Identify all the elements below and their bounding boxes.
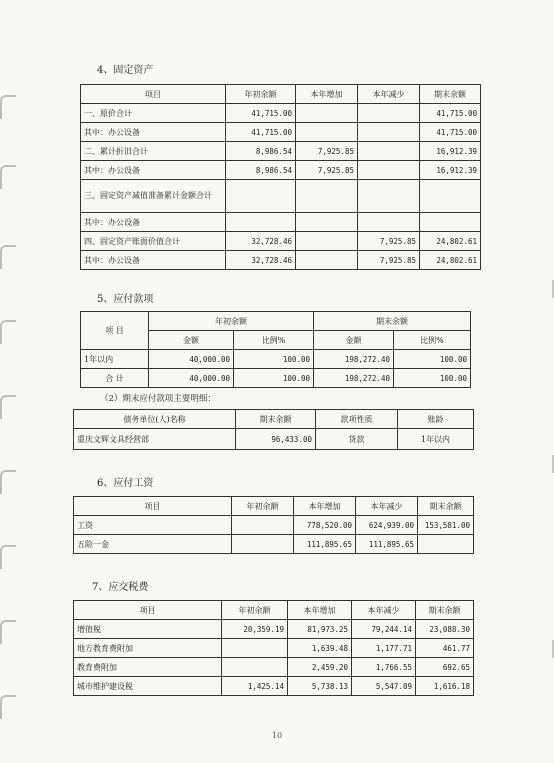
- column-header: 期末余额: [416, 601, 474, 620]
- row-label: 其中：办公设备: [81, 213, 226, 232]
- row-label: 1年以内: [81, 350, 149, 369]
- table-row: [81, 350, 471, 369]
- column-header: 年初余额: [222, 601, 288, 620]
- column-header: 期末余额: [418, 497, 474, 516]
- row-label: 城市维护建设税: [74, 677, 222, 696]
- row-label: 三、固定资产减值准备累计金额合计: [81, 180, 226, 213]
- cell-end: 41,715.00: [420, 104, 481, 123]
- cell-end: 24,802.61: [420, 251, 481, 270]
- table-row: [81, 104, 481, 123]
- payables-detail-note: （2）期末应付款项主要明细：: [100, 394, 216, 404]
- cell-begin: [232, 535, 294, 554]
- column-header: 本年增加: [288, 601, 352, 620]
- cell-increase: [296, 251, 358, 270]
- row-label: 合 计: [81, 369, 149, 388]
- cell-aging: 1年以内: [398, 429, 474, 450]
- cell-begin: 32,728.46: [226, 232, 296, 251]
- fixed-assets-table: [80, 84, 481, 270]
- cell-end: [420, 180, 481, 213]
- column-header: 年初余额: [226, 85, 296, 104]
- table-row: [81, 213, 481, 232]
- cell-increase: 7,925.85: [296, 142, 358, 161]
- cell-end: [420, 213, 481, 232]
- cell-decrease: [358, 142, 420, 161]
- cell-begin: [226, 213, 296, 232]
- cell-end: [418, 535, 474, 554]
- section-title-payables: 5、应付款项: [97, 294, 154, 305]
- column-header: 项 目: [81, 312, 149, 350]
- row-label: 其中：办公设备: [81, 161, 226, 180]
- row-label: 重庆文辉文具经营部: [74, 429, 236, 450]
- cell-end: 153,581.00: [418, 516, 474, 535]
- table-row: [81, 161, 481, 180]
- cell-decrease: 7,925.85: [358, 232, 420, 251]
- cell-end: 41,715.00: [420, 123, 481, 142]
- cell-end-ratio: 100.00: [394, 369, 471, 388]
- payables-detail-table: [73, 409, 474, 450]
- table-row: [74, 620, 474, 639]
- cell-begin: 8,986.54: [226, 161, 296, 180]
- section-title-wages: 6、应付工资: [97, 478, 154, 489]
- table-header-row: [81, 85, 481, 104]
- table-row: [74, 429, 474, 450]
- section-title-taxes: 7、应交税费: [92, 582, 149, 593]
- cell-end: 692.65: [416, 658, 474, 677]
- cell-begin: [226, 180, 296, 213]
- cell-decrease: [358, 123, 420, 142]
- column-subheader: 金额: [314, 331, 394, 350]
- cell-end: 24,802.61: [420, 232, 481, 251]
- cell-increase: 111,895.65: [294, 535, 356, 554]
- cell-nature: 货款: [316, 429, 398, 450]
- cell-begin-ratio: 100.00: [234, 350, 314, 369]
- cell-end-amount: 198,272.40: [314, 369, 394, 388]
- row-label: 五险一金: [74, 535, 232, 554]
- table-row: [81, 142, 481, 161]
- binder-mark: [0, 165, 16, 189]
- column-header: 本年减少: [356, 497, 418, 516]
- taxes-table: [73, 600, 474, 696]
- cell-begin: [232, 516, 294, 535]
- cell-begin: 8,986.54: [226, 142, 296, 161]
- column-header: 本年增加: [296, 85, 358, 104]
- table-row: [74, 677, 474, 696]
- column-subheader: 金额: [149, 331, 234, 350]
- row-label: 其中：办公设备: [81, 123, 226, 142]
- cell-begin: [222, 658, 288, 677]
- cell-end: 23,088.30: [416, 620, 474, 639]
- cell-decrease: 1,766.55: [352, 658, 416, 677]
- binder-mark: [0, 470, 16, 494]
- table-row: [81, 369, 471, 388]
- cell-increase: [296, 123, 358, 142]
- binder-mark: [0, 395, 16, 419]
- cell-increase: 5,738.13: [288, 677, 352, 696]
- binder-mark: [0, 245, 16, 269]
- table-row: [81, 180, 481, 213]
- cell-begin: 1,425.14: [222, 677, 288, 696]
- cell-begin-amount: 40,000.00: [149, 350, 234, 369]
- cell-begin: 32,728.46: [226, 251, 296, 270]
- cell-increase: [296, 213, 358, 232]
- cell-increase: 1,639.48: [288, 639, 352, 658]
- row-label: 增值税: [74, 620, 222, 639]
- cell-decrease: [358, 104, 420, 123]
- cell-increase: 778,520.00: [294, 516, 356, 535]
- cell-increase: 81,973.25: [288, 620, 352, 639]
- section-title-fixed-assets: 4、固定资产: [97, 65, 154, 76]
- table-header-row: [74, 601, 474, 620]
- binder-mark: [0, 95, 16, 119]
- binder-mark: [0, 545, 16, 569]
- row-label: 四、固定资产账面价值合计: [81, 232, 226, 251]
- cell-decrease: [358, 161, 420, 180]
- cell-begin-amount: 40,000.00: [149, 369, 234, 388]
- cell-end-balance: 96,433.00: [236, 429, 316, 450]
- column-header: 项目: [81, 85, 226, 104]
- cell-decrease: 79,244.14: [352, 620, 416, 639]
- row-label: 一、原价合计: [81, 104, 226, 123]
- cell-begin-ratio: 100.00: [234, 369, 314, 388]
- cell-increase: [296, 232, 358, 251]
- table-row: [81, 251, 481, 270]
- cell-increase: [296, 180, 358, 213]
- column-subheader: 比例%: [234, 331, 314, 350]
- table-header-row: [74, 410, 474, 429]
- table-row: [81, 123, 481, 142]
- cell-end-ratio: 100.00: [394, 350, 471, 369]
- table-row: [74, 639, 474, 658]
- column-header: 账龄: [398, 410, 474, 429]
- column-header: 期末余额: [236, 410, 316, 429]
- cell-end-amount: 198,272.40: [314, 350, 394, 369]
- wages-table: [73, 496, 474, 554]
- page-number: 10: [271, 731, 283, 740]
- column-header: 期末余额: [314, 312, 471, 331]
- column-header: 款项性质: [316, 410, 398, 429]
- binder-mark: [0, 320, 16, 344]
- column-header: 项目: [74, 601, 222, 620]
- cell-decrease: 1,177.71: [352, 639, 416, 658]
- cell-begin: 41,715.00: [226, 123, 296, 142]
- cell-begin: [222, 639, 288, 658]
- cell-increase: 2,459.20: [288, 658, 352, 677]
- table-header-row: [74, 497, 474, 516]
- cell-begin: 41,715.00: [226, 104, 296, 123]
- column-header: 本年增加: [294, 497, 356, 516]
- cell-end: 461.77: [416, 639, 474, 658]
- column-header: 债务单位(人)名称: [74, 410, 236, 429]
- row-label: 其中：办公设备: [81, 251, 226, 270]
- row-label: 二、累计折旧合计: [81, 142, 226, 161]
- column-subheader: 比例%: [394, 331, 471, 350]
- row-label: 教育费附加: [74, 658, 222, 677]
- row-label: 地方教育费附加: [74, 639, 222, 658]
- cell-decrease: [358, 180, 420, 213]
- row-label: 工资: [74, 516, 232, 535]
- cell-decrease: [358, 213, 420, 232]
- table-row: [81, 232, 481, 251]
- cell-end: 1,616.18: [416, 677, 474, 696]
- column-header: 项目: [74, 497, 232, 516]
- cell-end: 16,912.39: [420, 161, 481, 180]
- cell-begin: 20,359.19: [222, 620, 288, 639]
- binder-mark: [0, 695, 16, 719]
- cell-increase: 7,925.85: [296, 161, 358, 180]
- table-row: [74, 535, 474, 554]
- table-row: [74, 516, 474, 535]
- cell-decrease: 7,925.85: [358, 251, 420, 270]
- column-header: 年初余额: [149, 312, 314, 331]
- table-row: [74, 658, 474, 677]
- column-header: 本年减少: [358, 85, 420, 104]
- cell-decrease: 111,895.65: [356, 535, 418, 554]
- payables-table: [80, 311, 471, 388]
- cell-increase: [296, 104, 358, 123]
- column-header: 期末余额: [420, 85, 481, 104]
- cell-decrease: 5,547.09: [352, 677, 416, 696]
- cell-end: 16,912.39: [420, 142, 481, 161]
- table-header-row: [81, 312, 471, 331]
- column-header: 本年减少: [352, 601, 416, 620]
- cell-decrease: 624,939.00: [356, 516, 418, 535]
- binder-mark: [0, 620, 16, 644]
- column-header: 年初余额: [232, 497, 294, 516]
